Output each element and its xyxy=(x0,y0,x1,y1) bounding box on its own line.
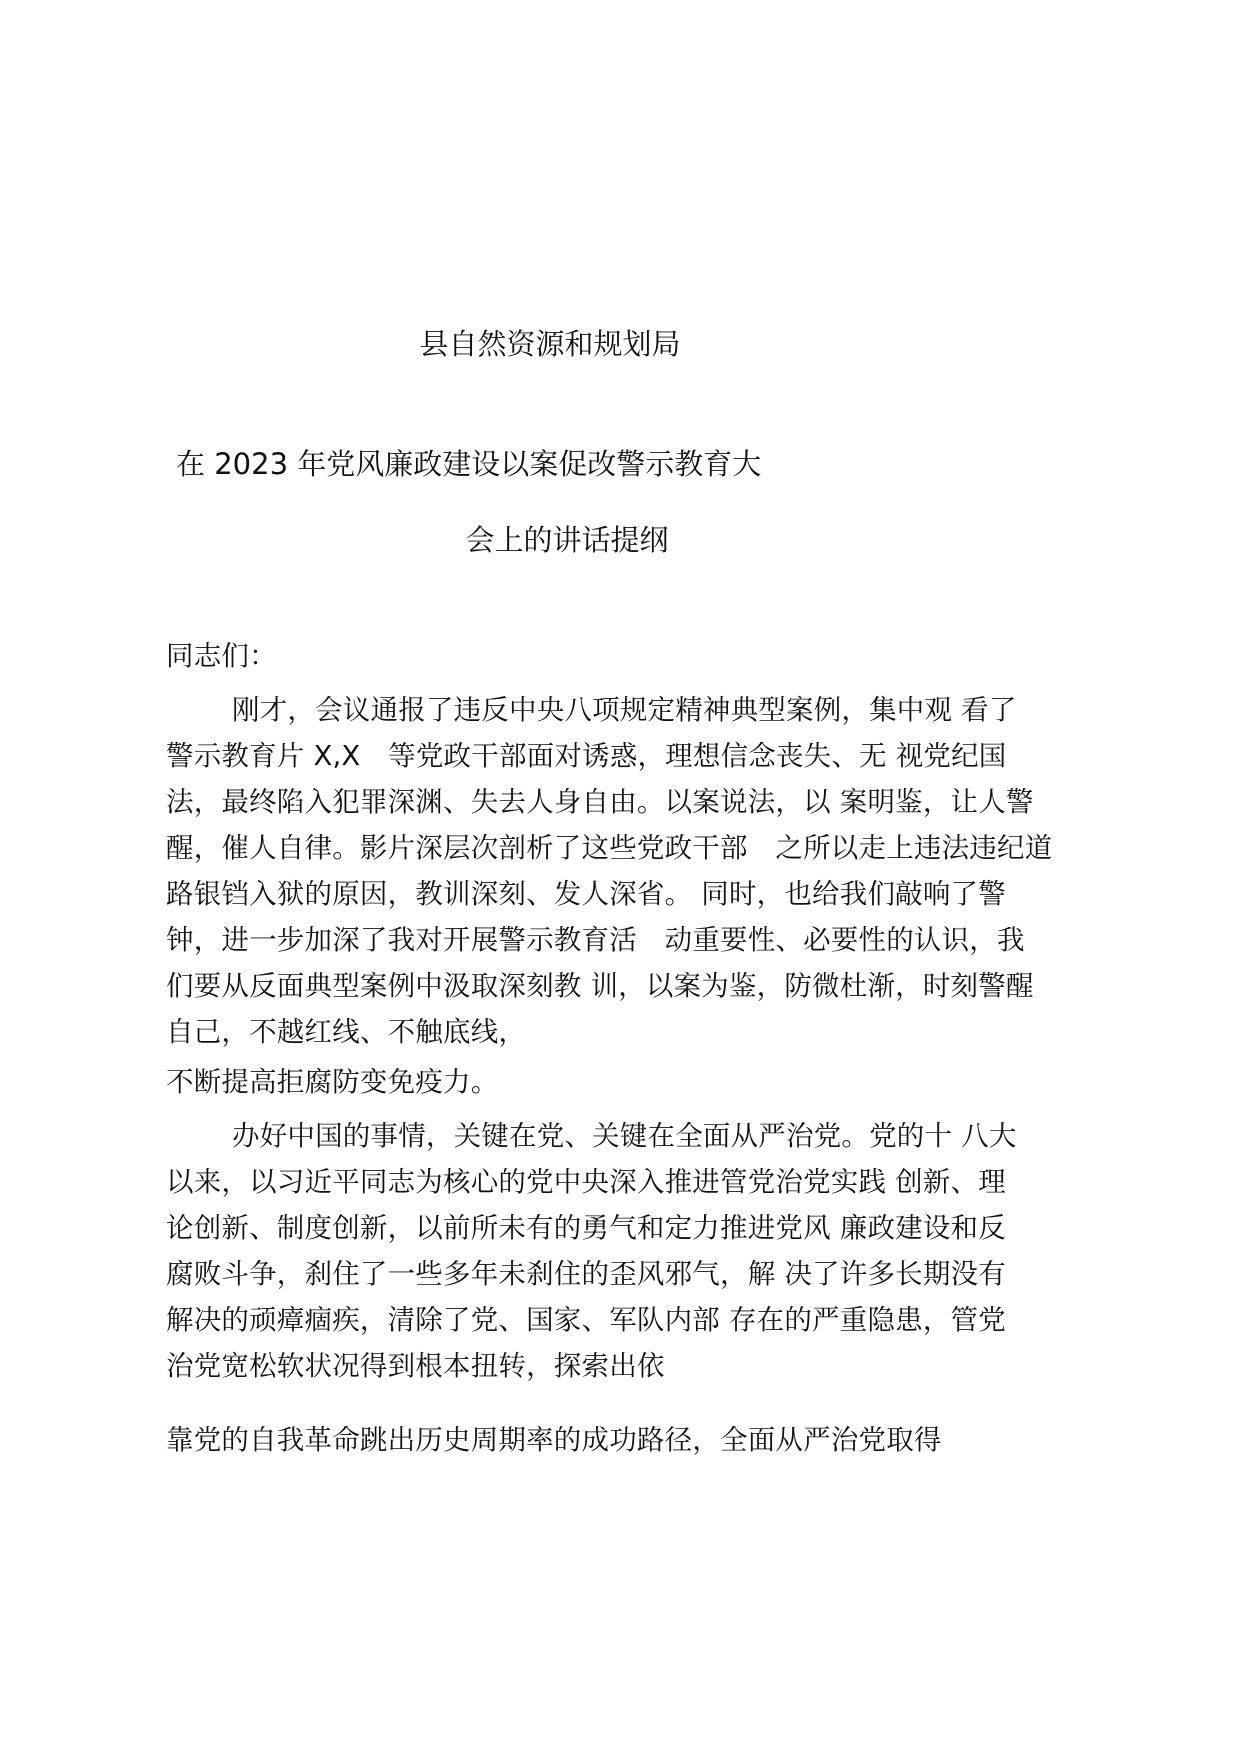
salutation: 同志们： xyxy=(166,640,277,672)
body-line: 法，最终陷入犯罪深渊、失去人身自由。以案说法，以 案明鉴，让人警 xyxy=(166,786,1034,818)
body-line: 论创新、制度创新，以前所未有的勇气和定力推进党风 廉政建设和反 xyxy=(166,1212,1006,1244)
body-line: 警示教育片 X,X 等党政干部面对诱惑，理想信念丧失、无 视党纪国 xyxy=(166,740,1007,772)
body-line: 自己，不越红线、不触底线， xyxy=(166,1016,527,1048)
body-line: 路银铛入狱的原因，教训深刻、发人深省。 同时，也给我们敲响了警 xyxy=(166,878,1006,910)
body-line: 不断提高拒腐防变免疫力。 xyxy=(166,1066,499,1098)
speech-title-line-2: 会上的讲话提纲 xyxy=(465,523,669,557)
body-line: 治党宽松软状况得到根本扭转，探索出依 xyxy=(166,1350,665,1382)
body-line: 们要从反面典型案例中汲取深刻教 训，以案为鉴，防微杜渐，时刻警醒 xyxy=(166,970,1034,1002)
body-line: 以来，以习近平同志为核心的党中央深入推进管党治党实践 创新、理 xyxy=(166,1166,1006,1198)
body-line: 刚才，会议通报了违反中央八项规定精神典型案例，集中观 看了 xyxy=(232,694,1017,726)
organization-title: 县自然资源和规划局 xyxy=(419,327,681,361)
body-line: 靠党的自我革命跳出历史周期率的成功路径，全面从严治党取得 xyxy=(166,1424,942,1456)
body-line: 钟，进一步加深了我对开展警示教育活 动重要性、必要性的认识，我 xyxy=(166,924,1025,956)
body-line: 腐败斗争，刹住了一些多年未刹住的歪风邪气，解 决了许多长期没有 xyxy=(166,1258,1006,1290)
speech-title-line-1: 在 2023 年党风廉政建设以案促改警示教育大 xyxy=(176,447,762,481)
body-line: 办好中国的事情，关键在党、关键在全面从严治党。党的十 八大 xyxy=(232,1120,1017,1152)
body-line: 醒，催人自律。影片深层次剖析了这些党政干部 之所以走上违法违纪道 xyxy=(166,832,1053,864)
body-line: 解决的顽瘴痼疾，清除了党、国家、军队内部 存在的严重隐患，管党 xyxy=(166,1304,1006,1336)
